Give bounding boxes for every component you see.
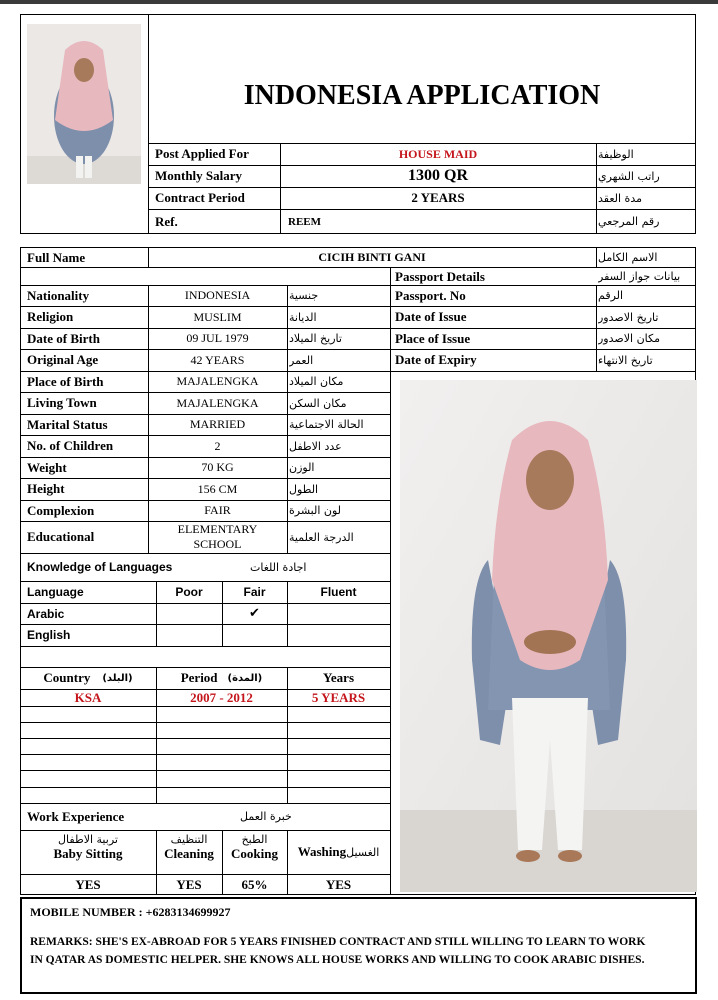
english-fluent-cell [287, 624, 390, 646]
english-fair-cell [222, 624, 287, 646]
complexion-label-ar: لون البشرة [289, 504, 341, 517]
full-body-photo [400, 380, 697, 892]
age-label-ar: العمر [289, 353, 314, 367]
living-town-label: Living Town [27, 395, 97, 410]
birthplace-label: Place of Birth [27, 373, 104, 389]
education-label: Educational [27, 529, 95, 544]
language-name-arabic: Arabic [27, 606, 65, 621]
col-language: Language [27, 585, 84, 599]
arabic-fair-checkmark-icon: ✔ [249, 606, 260, 621]
washing-header [287, 830, 390, 874]
col-period-label: Period [180, 670, 218, 685]
religion-label-ar: الديانة [289, 310, 317, 324]
children-label: No. of Children [27, 438, 114, 453]
ref-label-ar: رقم المرجعي [598, 215, 660, 228]
marital-value: MARRIED [189, 417, 246, 431]
passport-no-label-ar: الرقم [598, 289, 624, 302]
employment-country: KSA [74, 689, 102, 705]
education-label-ar: الدرجة العلمية [289, 530, 354, 544]
cooking-header [222, 833, 287, 862]
date-of-issue-label: Date of Issue [395, 309, 467, 324]
cooking-ar: الطبخ [241, 833, 268, 846]
remarks-line-2: IN QATAR AS DOMESTIC HELPER. SHE KNOWS ALL HOUSE WORKS AND WILLING TO COOK ARABIC DISHES. [30, 953, 645, 966]
mobile-number: MOBILE NUMBER : +6283134699927 [30, 904, 231, 919]
col-country [20, 667, 156, 689]
place-of-issue-label-ar: مكان الاصدور [598, 332, 660, 345]
salary-value: 1300 QR [408, 167, 468, 184]
full-name-value: CICIH BINTI GANI [318, 250, 426, 264]
contract-label: Contract Period [155, 190, 245, 205]
children-value: 2 [214, 438, 221, 453]
col-period [156, 667, 287, 689]
salary-label: Monthly Salary [155, 168, 243, 183]
place-of-issue-label: Place of Issue [395, 330, 471, 346]
language-name-english: English [27, 628, 71, 642]
col-period-ar: (المدة) [227, 672, 263, 684]
complexion-label: Complexion [27, 502, 95, 518]
washing-ar: الغسيل [346, 845, 380, 859]
height-value: 156 CM [197, 481, 238, 496]
cooking-value: 65% [241, 876, 268, 892]
employment-years: 5 YEARS [311, 689, 366, 705]
post-value: HOUSE MAID [398, 146, 478, 161]
cleaning-value: YES [176, 876, 202, 892]
post-label-ar: الوظيفة [598, 147, 634, 161]
arabic-fluent-cell [287, 603, 390, 624]
salary-label-ar: راتب الشهري [598, 169, 660, 183]
document-title: INDONESIA APPLICATION [243, 80, 601, 111]
work-experience-header: Work Experience [27, 808, 125, 824]
employment-period: 2007 - 2012 [190, 689, 253, 705]
age-label: Original Age [27, 352, 99, 367]
weight-value: 70 KG [201, 460, 234, 474]
col-country-ar: (البلد) [102, 672, 133, 684]
date-of-issue-label-ar: تاريخ الاصدور [598, 310, 659, 324]
baby-sitting-ar: تربية الاطفال [58, 833, 118, 846]
baby-sitting-label: Baby Sitting [53, 846, 123, 861]
remarks-line-1: REMARKS: SHE'S EX-ABROAD FOR 5 YEARS FINISHED CONTRACT AND STILL WILLING TO LEARN TO WORK [30, 935, 646, 948]
religion-label: Religion [27, 309, 74, 324]
marital-label: Marital Status [27, 416, 108, 432]
dob-label: Date of Birth [27, 330, 100, 346]
dob-value: 09 JUL 1979 [186, 331, 249, 345]
full-name-label-ar: الاسم الكامل [598, 251, 658, 264]
baby-sitting-value: YES [75, 876, 101, 892]
cleaning-header [156, 833, 222, 862]
col-fair: Fair [243, 585, 266, 599]
marital-label-ar: الحالة الاجتماعية [289, 418, 364, 431]
age-value: 42 YEARS [190, 352, 245, 367]
children-label-ar: عدد الاطفل [289, 439, 342, 453]
education-value-line2: SCHOOL [193, 537, 242, 551]
birthplace-label-ar: مكان الميلاد [289, 375, 344, 388]
small-photo [27, 24, 141, 184]
washing-label: Washing [297, 844, 347, 859]
top-edge-bar [0, 0, 718, 4]
dob-label-ar: تاريخ الميلاد [289, 332, 342, 345]
col-poor: Poor [175, 585, 203, 599]
passport-header: Passport Details [395, 268, 485, 284]
weight-label: Weight [27, 459, 67, 475]
passport-header-ar: بيانات جواز السفر [598, 270, 681, 283]
education-value-line1: ELEMENTARY [177, 522, 258, 536]
cleaning-ar: التنظيف [170, 833, 208, 846]
height-label: Height [27, 481, 65, 496]
arabic-poor-cell [156, 603, 222, 624]
washing-value: YES [325, 876, 352, 892]
date-of-expiry-label: Date of Expiry [395, 352, 477, 367]
contract-value: 2 YEARS [411, 190, 465, 205]
education-value [148, 521, 287, 553]
english-poor-cell [156, 624, 222, 646]
date-of-expiry-label-ar: تاريخ الانتهاء [598, 353, 653, 367]
birthplace-value: MAJALENGKA [176, 374, 259, 388]
contract-label-ar: مدة العقد [598, 191, 642, 205]
nationality-label-ar: جنسية [289, 289, 319, 302]
ref-label: Ref. [155, 213, 178, 229]
nationality-value: INDONESIA [184, 288, 251, 302]
full-name-label: Full Name [27, 249, 86, 265]
living-town-label-ar: مكان السكن [289, 396, 347, 410]
height-label-ar: الطول [289, 482, 319, 496]
ref-value: REEM [288, 215, 321, 228]
living-town-value: MAJALENGKA [176, 395, 259, 410]
post-label: Post Applied For [155, 146, 249, 161]
col-country-label: Country [43, 670, 91, 685]
languages-header-ar: اجادة اللغات [250, 560, 307, 574]
complexion-value: FAIR [204, 503, 231, 517]
baby-sitting-header [20, 833, 156, 862]
nationality-label: Nationality [27, 287, 90, 303]
col-years: Years [322, 670, 355, 685]
languages-header: Knowledge of Languages [27, 560, 173, 574]
weight-label-ar: الوزن [289, 461, 315, 474]
col-fluent: Fluent [320, 585, 357, 599]
religion-value: MUSLIM [193, 309, 242, 324]
passport-no-label: Passport. No [395, 287, 466, 303]
cleaning-label: Cleaning [164, 846, 214, 861]
cooking-label: Cooking [231, 846, 278, 861]
work-experience-header-ar: خبرة العمل [240, 810, 292, 823]
